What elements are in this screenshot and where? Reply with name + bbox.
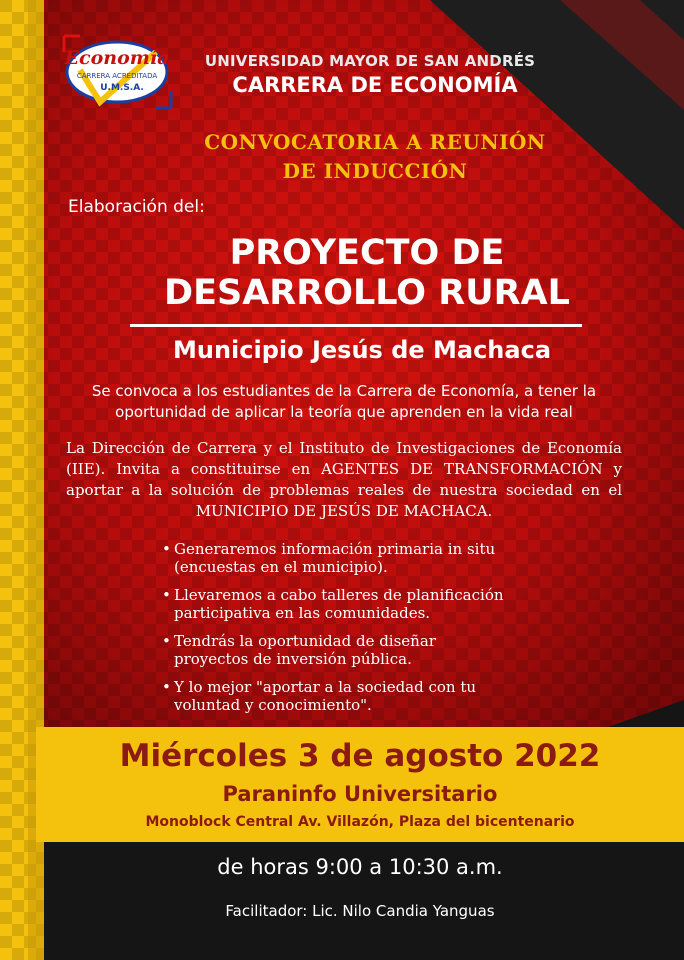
- svg-text:Economía: Economía: [64, 47, 170, 69]
- benefits-list: [162, 540, 592, 724]
- project-title-line-1: PROYECTO DE: [229, 233, 505, 273]
- intro-paragraph: Se convoca a los estudiantes de la Carrera de Economía, a tener la oportunidad de aplicar la teoría que aprenden en la vida real: [91, 382, 597, 421]
- university-name: UNIVERSIDAD MAYOR DE SAN ANDRÉS: [204, 52, 536, 70]
- convocatoria-line-1: CONVOCATORIA A REUNIÓN: [204, 130, 546, 154]
- bullet-icon: •: [162, 586, 171, 604]
- bullet-icon: •: [162, 678, 171, 696]
- event-hours: de horas 9:00 a 10:30 a.m.: [217, 855, 503, 879]
- invitation-paragraph: La Dirección de Carrera y el Instituto de Investigaciones de Economía (IIE). Invita a constituirse en AGENTES DE TRANSFORMACIÓN y aportar a la solución de problemas reales de nuestra sociedad en el MUNICIPIO DE JESÚS DE MACHACA.: [66, 439, 622, 520]
- career-name: CARRERA DE ECONOMÍA: [232, 73, 518, 97]
- facilitator: Facilitador: Lic. Nilo Candia Yanguas: [225, 902, 495, 920]
- title-divider: [130, 324, 582, 327]
- convocatoria-title: [150, 128, 600, 186]
- project-title-line-2: DESARROLLO RURAL: [164, 273, 570, 313]
- event-address: Monoblock Central Av. Villazón, Plaza del bicentenario: [145, 814, 575, 830]
- list-item: • Generaremos información primaria in situ (encuestas en el municipio).: [162, 540, 496, 576]
- project-title: [132, 233, 602, 313]
- bullet-icon: •: [162, 632, 171, 650]
- municipality-subtitle: Municipio Jesús de Machaca: [172, 336, 552, 364]
- bullet-icon: •: [162, 540, 171, 558]
- svg-text:U.M.S.A.: U.M.S.A.: [100, 83, 144, 93]
- list-item: • Llevaremos a cabo talleres de planificación participativa en las comunidades.: [162, 586, 504, 622]
- svg-text:CARRERA ACREDITADA: CARRERA ACREDITADA: [76, 72, 158, 80]
- project-intro: Elaboración del:: [68, 197, 205, 217]
- list-item: • Y lo mejor "aportar a la sociedad con tu voluntad y conocimiento".: [162, 678, 477, 714]
- economia-logo: [60, 32, 175, 112]
- event-date: Miércoles 3 de agosto 2022: [119, 738, 601, 774]
- convocatoria-line-2: DE INDUCCIÓN: [282, 159, 468, 183]
- event-venue: Paraninfo Universitario: [222, 782, 498, 806]
- list-item: • Tendrás la oportunidad de diseñar proyectos de inversión pública.: [162, 632, 436, 668]
